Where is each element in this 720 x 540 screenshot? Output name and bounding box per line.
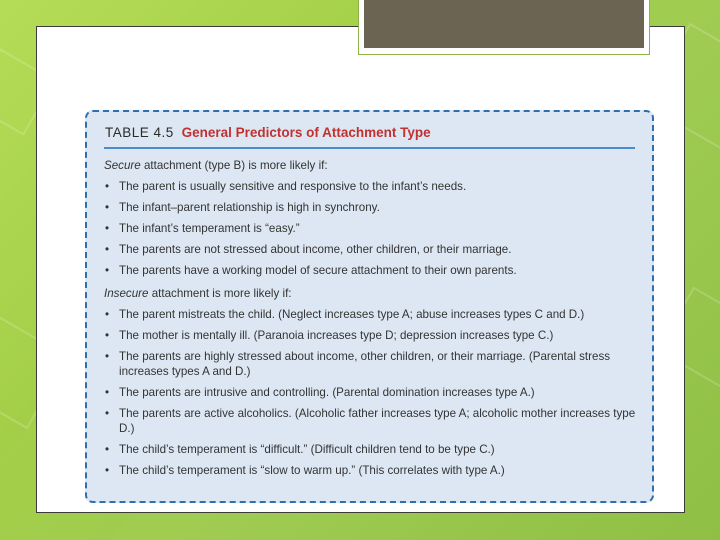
secure-item-text: The infant–parent relationship is high in synchrony. xyxy=(119,201,380,214)
insecure-item-text: The parent mistreats the child. (Neglect increases type A; abuse increases types C and D.) xyxy=(119,308,585,321)
bullet-icon: • xyxy=(105,464,110,477)
insecure-item-text: The parents are active alcoholics. (Alcoholic father increases type A; alcoholic mother increases type D.) xyxy=(119,407,636,435)
table-title xyxy=(105,125,635,145)
insecure-item-text: The child’s temperament is “slow to warm up.” (This correlates with type A.) xyxy=(119,464,505,477)
insecure-list-item xyxy=(104,307,640,322)
secure-list-item xyxy=(104,221,640,236)
title-divider xyxy=(104,147,635,149)
secure-item-text: The parent is usually sensitive and responsive to the infant’s needs. xyxy=(119,180,467,193)
insecure-heading xyxy=(104,286,640,301)
secure-item-text: The infant’s temperament is “easy.” xyxy=(119,222,300,235)
slide-title-frame xyxy=(358,0,650,55)
bullet-icon: • xyxy=(105,201,110,214)
insecure-item-text: The parents are highly stressed about income, other children, or their marriage. (Parental stress increases types A and D.) xyxy=(119,350,611,378)
secure-item-text: The parents have a working model of secure attachment to their own parents. xyxy=(119,264,517,277)
secure-heading-word: Secure xyxy=(104,159,141,172)
insecure-item-text: The parents are intrusive and controlling. (Parental domination increases type A.) xyxy=(119,386,535,399)
secure-heading-rest: attachment (type B) is more likely if: xyxy=(140,159,328,172)
insecure-item-text: The mother is mentally ill. (Paranoia increases type D; depression increases type C.) xyxy=(119,329,554,342)
insecure-heading-rest: attachment is more likely if: xyxy=(148,287,292,300)
insecure-list-item xyxy=(104,442,640,457)
insecure-list-item xyxy=(104,328,640,343)
bullet-icon: • xyxy=(105,329,110,342)
secure-list xyxy=(104,179,640,278)
insecure-list-item xyxy=(104,463,640,478)
table-content xyxy=(104,158,640,484)
secure-list-item xyxy=(104,200,640,215)
insecure-item-text: The child’s temperament is “difficult.” (Difficult children tend to be type C.) xyxy=(119,443,495,456)
bullet-icon: • xyxy=(105,222,110,235)
secure-heading xyxy=(104,158,640,173)
table-name: General Predictors of Attachment Type xyxy=(181,125,431,140)
bullet-icon: • xyxy=(105,180,110,193)
bullet-icon: • xyxy=(105,350,110,363)
bullet-icon: • xyxy=(105,407,110,420)
insecure-list-item xyxy=(104,385,640,400)
insecure-list xyxy=(104,307,640,478)
bullet-icon: • xyxy=(105,443,110,456)
bullet-icon: • xyxy=(105,264,110,277)
secure-list-item xyxy=(104,179,640,194)
secure-list-item xyxy=(104,242,640,257)
table-label: TABLE 4.5 xyxy=(105,125,174,140)
insecure-list-item xyxy=(104,349,640,379)
bullet-icon: • xyxy=(105,386,110,399)
secure-list-item xyxy=(104,263,640,278)
bullet-icon: • xyxy=(105,308,110,321)
insecure-list-item xyxy=(104,406,640,436)
slide-title-placeholder xyxy=(364,0,644,48)
insecure-heading-word: Insecure xyxy=(104,287,149,300)
bullet-icon: • xyxy=(105,243,110,256)
secure-item-text: The parents are not stressed about income, other children, or their marriage. xyxy=(119,243,512,256)
